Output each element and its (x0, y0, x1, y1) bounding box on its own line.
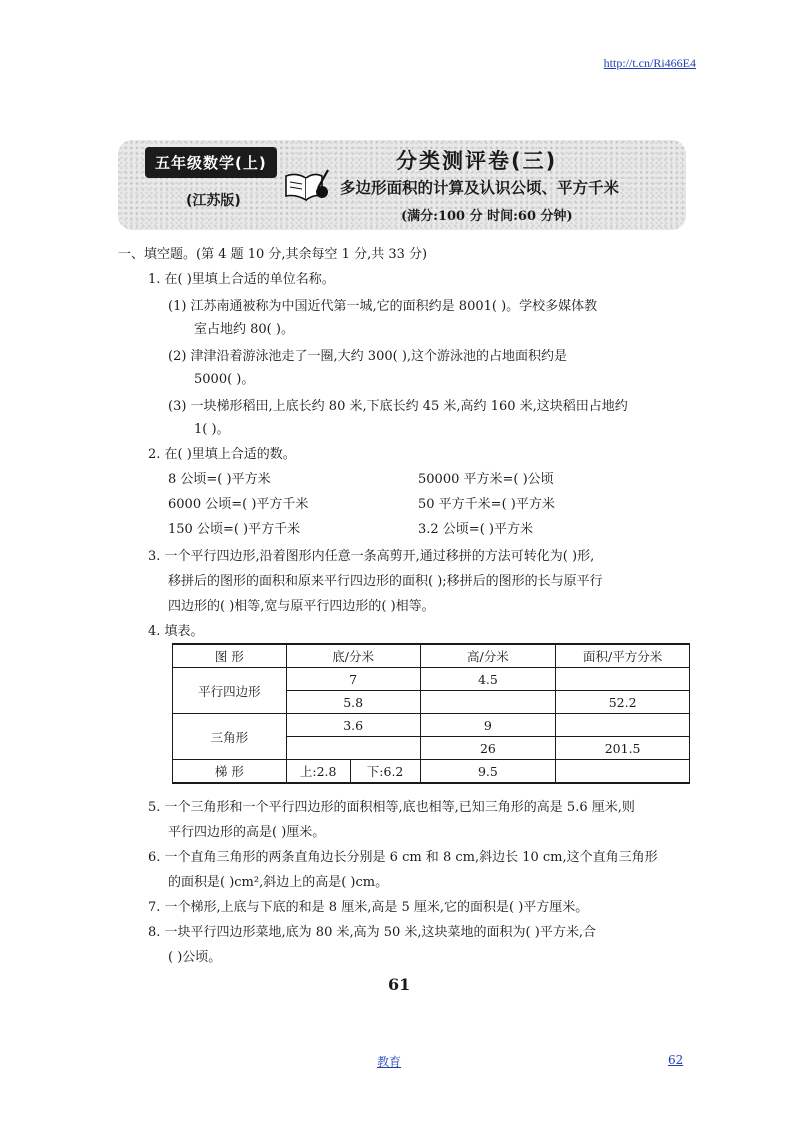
q1-stem: 1. 在( )里填上合适的单位名称。 (148, 272, 335, 287)
table-row (173, 668, 690, 691)
footer-education-link[interactable]: 教育 (377, 1055, 402, 1069)
cell-height: 9.5 (420, 760, 556, 784)
edition-label: (江苏版) (186, 193, 241, 209)
q2-left-3: 150 公顷=( )平方千米 (168, 522, 301, 537)
q1-1-line2: 室占地约 80( )。 (194, 322, 294, 337)
q2-right-1: 50000 平方米=( )公顷 (418, 472, 554, 487)
q1-3-line2: 1( )。 (194, 422, 230, 437)
footer-page-link[interactable]: 62 (668, 1053, 684, 1067)
q4-stem: 4. 填表。 (148, 624, 204, 639)
cell-area[interactable] (556, 668, 690, 691)
q2-right-3: 3.2 公顷=( )平方米 (418, 522, 533, 537)
table-header-height: 高/分米 (420, 644, 556, 668)
cell-height: 9 (420, 714, 556, 737)
cell-base: 7 (286, 668, 420, 691)
page-subtitle: 多边形面积的计算及认识公顷、平方千米 (340, 179, 620, 197)
cell-base[interactable] (286, 737, 420, 760)
exam-info: (满分:100 分 时间:60 分钟) (401, 209, 573, 224)
table-header-shape: 图 形 (173, 644, 287, 668)
q2-stem: 2. 在( )里填上合适的数。 (148, 447, 296, 462)
q3-line2: 移拼后的图形的面积和原来平行四边形的面积( );移拼后的图形的长与原平行 (168, 574, 603, 589)
cell-height: 4.5 (420, 668, 556, 691)
table-row (173, 760, 690, 784)
cell-area[interactable] (556, 714, 690, 737)
q5-line2: 平行四边形的高是( )厘米。 (168, 825, 326, 840)
q1-3-line1: (3) 一块梯形稻田,上底长约 80 米,下底长约 45 米,高约 160 米,这块稻田占地约 (168, 399, 628, 414)
cell-area[interactable] (556, 760, 690, 784)
q1-2-line1: (2) 津津沿着游泳池走了一圈,大约 300( ),这个游泳池的占地面积约是 (168, 349, 568, 364)
q2-right-2: 50 平方千米=( )平方米 (418, 497, 555, 512)
section-heading: 一、填空题。(第 4 题 10 分,其余每空 1 分,共 33 分) (118, 247, 428, 262)
page-number: 61 (388, 975, 411, 994)
table-row (173, 714, 690, 737)
table-header-base: 底/分米 (286, 644, 420, 668)
cell-parallelogram: 平行四边形 (173, 668, 287, 714)
fill-table (172, 643, 690, 784)
cell-trap-bottom: 下:6.2 (350, 760, 420, 784)
q5-line1: 5. 一个三角形和一个平行四边形的面积相等,底也相等,已知三角形的高是 5.6 厘米,则 (148, 800, 635, 815)
source-url-link[interactable]: http://t.cn/Ri466E4 (603, 56, 696, 70)
q1-1-line1: (1) 江苏南通被称为中国近代第一城,它的面积约是 8001( )。学校多媒体教 (168, 299, 598, 314)
cell-triangle: 三角形 (173, 714, 287, 760)
book-pen-icon (282, 166, 332, 210)
cell-area: 201.5 (556, 737, 690, 760)
q1-2-line2: 5000( )。 (194, 372, 255, 387)
cell-area: 52.2 (556, 691, 690, 714)
cell-base: 5.8 (286, 691, 420, 714)
page-title: 分类测评卷(三) (396, 149, 558, 173)
cell-trapezoid: 梯 形 (173, 760, 287, 784)
q7-line1: 7. 一个梯形,上底与下底的和是 8 厘米,高是 5 厘米,它的面积是( )平方厘米。 (148, 900, 589, 915)
grade-badge: 五年级数学(上) (145, 147, 277, 178)
q8-line2: ( )公顷。 (168, 950, 222, 965)
table-header-area: 面积/平方分米 (556, 644, 690, 668)
q8-line1: 8. 一块平行四边形菜地,底为 80 米,高为 50 米,这块菜地的面积为( )平方米,合 (148, 925, 596, 940)
q2-left-2: 6000 公顷=( )平方千米 (168, 497, 309, 512)
q3-line1: 3. 一个平行四边形,沿着图形内任意一条高剪开,通过移拼的方法可转化为( )形, (148, 549, 595, 564)
q3-line3: 四边形的( )相等,宽与原平行四边形的( )相等。 (168, 599, 435, 614)
q6-line1: 6. 一个直角三角形的两条直角边长分别是 6 cm 和 8 cm,斜边长 10 cm,这个直角三角形 (148, 850, 658, 865)
cell-height: 26 (420, 737, 556, 760)
cell-height[interactable] (420, 691, 556, 714)
q2-left-1: 8 公顷=( )平方米 (168, 472, 271, 487)
cell-trap-top: 上:2.8 (286, 760, 350, 784)
q6-line2: 的面积是( )cm²,斜边上的高是( )cm。 (168, 875, 389, 890)
cell-base: 3.6 (286, 714, 420, 737)
